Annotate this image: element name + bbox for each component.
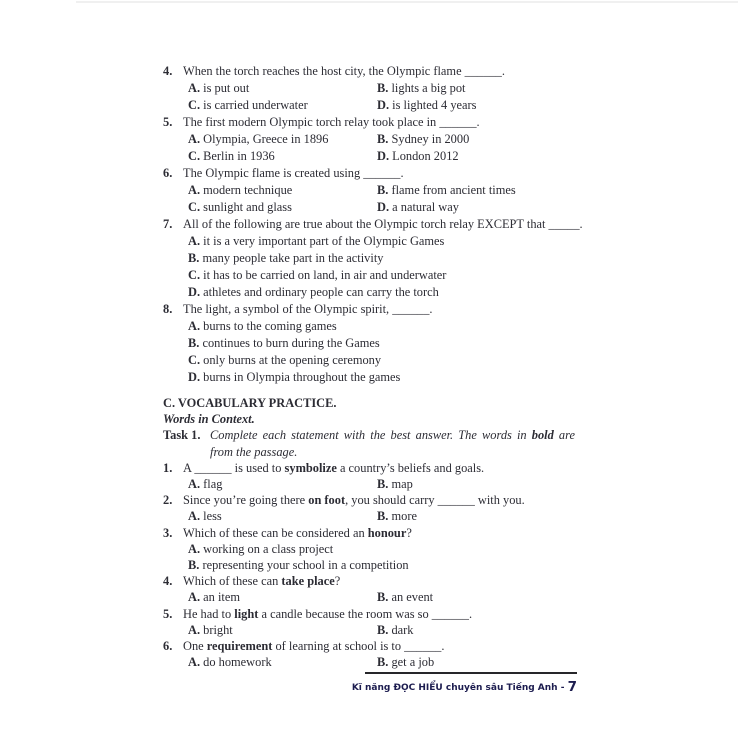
option-text: is put out bbox=[203, 81, 250, 95]
section-heading: C. VOCABULARY PRACTICE. bbox=[163, 396, 337, 410]
option bbox=[377, 182, 575, 199]
option-text: less bbox=[203, 509, 222, 524]
question-number: 8. bbox=[163, 302, 173, 316]
question-block bbox=[163, 114, 575, 165]
option bbox=[377, 97, 575, 114]
option-text: an item bbox=[203, 590, 240, 605]
option-text: Berlin in 1936 bbox=[203, 149, 275, 163]
option-text: continues to burn during the Games bbox=[202, 336, 380, 350]
options-row bbox=[163, 557, 575, 573]
question-block bbox=[163, 63, 575, 114]
option bbox=[188, 352, 575, 369]
option-text: is carried underwater bbox=[203, 98, 308, 112]
question-text bbox=[183, 460, 575, 476]
option-text: is lighted 4 years bbox=[392, 98, 477, 112]
question-block bbox=[163, 606, 575, 638]
option-text: more bbox=[391, 509, 417, 524]
option-label: B. bbox=[377, 477, 389, 492]
option-text: only burns at the opening ceremony bbox=[203, 353, 382, 367]
question-text bbox=[183, 638, 575, 654]
option bbox=[188, 80, 377, 97]
option bbox=[377, 508, 575, 524]
option-text: it has to be carried on land, in air and underwater bbox=[203, 268, 447, 282]
option bbox=[377, 131, 575, 148]
task-text-post: are bbox=[553, 428, 575, 443]
question-text-post: ? bbox=[334, 574, 341, 589]
option-label: C. bbox=[188, 149, 201, 163]
question-text-bold: on foot bbox=[308, 493, 346, 508]
option bbox=[188, 284, 575, 301]
question-number: 7. bbox=[163, 217, 173, 231]
option-text: a natural way bbox=[392, 200, 459, 214]
question-text bbox=[183, 606, 575, 622]
options-row bbox=[163, 233, 575, 250]
options-row bbox=[163, 476, 575, 492]
question-text-pre: He had to bbox=[183, 606, 235, 621]
option bbox=[188, 267, 575, 284]
question-text-pre: Which of these can bbox=[183, 574, 282, 589]
option-text: many people take part in the activity bbox=[202, 251, 384, 265]
task-instruction bbox=[163, 427, 575, 443]
option bbox=[188, 131, 377, 148]
option-text: map bbox=[391, 477, 413, 492]
page-content bbox=[163, 63, 583, 670]
option bbox=[188, 557, 575, 573]
options-row bbox=[163, 97, 575, 114]
option-label: A. bbox=[188, 541, 201, 556]
option-label: D. bbox=[188, 285, 201, 299]
question-line bbox=[163, 301, 575, 318]
question-number: 6. bbox=[163, 166, 173, 180]
question-text-post: , you should carry ______ with you. bbox=[345, 493, 525, 508]
option-text: representing your school in a competition bbox=[202, 558, 409, 573]
question-text: All of the following are true about the Olympic torch relay EXCEPT that _____. bbox=[183, 217, 583, 231]
option bbox=[188, 318, 575, 335]
option-label: A. bbox=[188, 655, 201, 670]
option-text: burns in Olympia throughout the games bbox=[203, 370, 401, 384]
question-line bbox=[163, 460, 575, 476]
options-row bbox=[163, 508, 575, 524]
question-text: The first modern Olympic torch relay took place in ______. bbox=[183, 115, 480, 129]
question-number: 3. bbox=[163, 525, 173, 540]
option-text: athletes and ordinary people can carry the torch bbox=[203, 285, 439, 299]
option-label: B. bbox=[377, 590, 389, 605]
task-label: Task 1. bbox=[163, 428, 201, 443]
question-number: 4. bbox=[163, 64, 173, 78]
option-label: A. bbox=[188, 234, 201, 248]
option-text: Olympia, Greece in 1896 bbox=[203, 132, 329, 146]
options-row bbox=[163, 654, 575, 670]
options-row bbox=[163, 369, 575, 386]
option-text: do homework bbox=[203, 655, 272, 670]
question-line bbox=[163, 216, 583, 233]
options-row bbox=[163, 131, 575, 148]
option-label: C. bbox=[188, 200, 201, 214]
question-block bbox=[163, 216, 583, 301]
option-label: D. bbox=[377, 200, 390, 214]
question-text bbox=[183, 573, 575, 589]
option bbox=[188, 654, 377, 670]
option-label: B. bbox=[188, 251, 200, 265]
option-label: B. bbox=[377, 132, 389, 146]
question-text-pre: One bbox=[183, 639, 207, 654]
option-text: lights a big pot bbox=[391, 81, 466, 95]
question-text-pre: Which of these can be considered an bbox=[183, 525, 368, 540]
question-number: 5. bbox=[163, 606, 173, 621]
option-label: C. bbox=[188, 268, 201, 282]
option-label: A. bbox=[188, 622, 201, 637]
option bbox=[188, 508, 377, 524]
footer-divider bbox=[365, 672, 577, 674]
footer-credit bbox=[163, 679, 577, 695]
question-text bbox=[183, 525, 575, 541]
option-label: B. bbox=[377, 622, 389, 637]
options-row bbox=[163, 284, 575, 301]
option bbox=[188, 476, 377, 492]
question-line bbox=[163, 638, 575, 654]
question-block bbox=[163, 301, 575, 386]
options-row bbox=[163, 250, 575, 267]
question-block bbox=[163, 638, 575, 670]
question-line bbox=[163, 573, 575, 589]
question-number: 1. bbox=[163, 460, 173, 475]
question-number: 2. bbox=[163, 493, 173, 508]
option-text: modern technique bbox=[203, 183, 293, 197]
options-row bbox=[163, 267, 575, 284]
option-label: C. bbox=[188, 353, 201, 367]
question-block bbox=[163, 165, 575, 216]
question-text-bold: take place bbox=[281, 574, 335, 589]
option-label: A. bbox=[188, 590, 201, 605]
option-label: A. bbox=[188, 477, 201, 492]
task-text bbox=[210, 427, 575, 443]
option-text: Sydney in 2000 bbox=[391, 132, 470, 146]
question-text-bold: requirement bbox=[206, 639, 273, 654]
question-text-post: ? bbox=[406, 525, 412, 540]
option-text: bright bbox=[203, 622, 233, 637]
option-label: A. bbox=[188, 183, 201, 197]
options-row bbox=[163, 352, 575, 369]
question-text: The Olympic flame is created using ______. bbox=[183, 166, 404, 180]
question-block bbox=[163, 460, 575, 492]
option-text: an event bbox=[391, 590, 434, 605]
option-text: burns to the coming games bbox=[203, 319, 337, 333]
option bbox=[188, 541, 575, 557]
footer-book-title: Kĩ năng ĐỌC HIỂU chuyên sâu Tiếng Anh - bbox=[351, 683, 568, 693]
option-label: B. bbox=[188, 558, 200, 573]
option-label: B. bbox=[188, 336, 200, 350]
option bbox=[188, 369, 575, 386]
question-text: When the torch reaches the host city, the Olympic flame ______. bbox=[183, 64, 505, 78]
option-label: A. bbox=[188, 132, 201, 146]
question-text-post: a country’s beliefs and goals. bbox=[336, 460, 485, 475]
option-text: sunlight and glass bbox=[203, 200, 292, 214]
option-text: London 2012 bbox=[392, 149, 459, 163]
question-text-bold: light bbox=[234, 606, 259, 621]
option bbox=[377, 80, 575, 97]
option-text: get a job bbox=[391, 655, 435, 670]
question-line bbox=[163, 165, 575, 182]
task-text-pre: Complete each statement with the best answer. The words in bbox=[210, 428, 532, 443]
option bbox=[377, 476, 575, 492]
option-label: C. bbox=[188, 98, 201, 112]
task-instruction-continued: from the passage. bbox=[210, 444, 298, 459]
subsection-heading: Words in Context. bbox=[163, 412, 255, 427]
option bbox=[188, 97, 377, 114]
question-block bbox=[163, 525, 575, 574]
question-text: The light, a symbol of the Olympic spirit, ______. bbox=[183, 302, 433, 316]
option bbox=[188, 182, 377, 199]
options-row bbox=[163, 80, 575, 97]
question-number: 4. bbox=[163, 574, 173, 589]
question-text-bold: symbolize bbox=[284, 460, 337, 475]
option-label: D. bbox=[188, 370, 201, 384]
page-number: 7 bbox=[567, 679, 577, 695]
options-row bbox=[163, 148, 575, 165]
option-label: D. bbox=[377, 149, 390, 163]
option-text: flag bbox=[203, 477, 223, 492]
question-line bbox=[163, 63, 575, 80]
option-label: B. bbox=[377, 509, 389, 524]
question-line bbox=[163, 525, 575, 541]
option-text: working on a class project bbox=[203, 541, 334, 556]
options-row bbox=[163, 199, 575, 216]
question-block bbox=[163, 492, 575, 524]
option-label: B. bbox=[377, 81, 389, 95]
question-number: 6. bbox=[163, 639, 173, 654]
option bbox=[188, 148, 377, 165]
reading-questions-section bbox=[163, 63, 583, 386]
option-text: it is a very important part of the Olympic Games bbox=[203, 234, 445, 248]
options-row bbox=[163, 541, 575, 557]
option bbox=[188, 335, 575, 352]
option bbox=[377, 199, 575, 216]
options-row bbox=[163, 318, 575, 335]
option bbox=[377, 148, 575, 165]
option-label: A. bbox=[188, 509, 201, 524]
options-row bbox=[163, 335, 575, 352]
option-text: dark bbox=[391, 622, 414, 637]
options-row bbox=[163, 622, 575, 638]
option-label: A. bbox=[188, 81, 201, 95]
option-label: A. bbox=[188, 319, 201, 333]
vocabulary-section bbox=[163, 395, 575, 670]
question-number: 5. bbox=[163, 115, 173, 129]
question-text-bold: honour bbox=[367, 525, 407, 540]
option bbox=[188, 622, 377, 638]
question-line bbox=[163, 492, 575, 508]
question-text-pre: A ______ is used to bbox=[183, 460, 285, 475]
question-text-pre: Since you’re going there bbox=[183, 493, 309, 508]
option-label: B. bbox=[377, 655, 389, 670]
option-label: D. bbox=[377, 98, 390, 112]
option bbox=[188, 199, 377, 216]
option-text: flame from ancient times bbox=[391, 183, 516, 197]
option bbox=[188, 233, 575, 250]
option-label: B. bbox=[377, 183, 389, 197]
option bbox=[377, 654, 575, 670]
scan-edge-artifact bbox=[76, 1, 738, 3]
question-line bbox=[163, 114, 575, 131]
question-text-post: a candle because the room was so ______. bbox=[258, 606, 473, 621]
question-line bbox=[163, 606, 575, 622]
option bbox=[377, 589, 575, 605]
options-row bbox=[163, 589, 575, 605]
question-text-post: of learning at school is to ______. bbox=[272, 639, 445, 654]
question-text bbox=[183, 492, 575, 508]
option bbox=[377, 622, 575, 638]
question-block bbox=[163, 573, 575, 605]
task-text-bold: bold bbox=[531, 428, 554, 443]
options-row bbox=[163, 182, 575, 199]
option bbox=[188, 589, 377, 605]
option bbox=[188, 250, 575, 267]
